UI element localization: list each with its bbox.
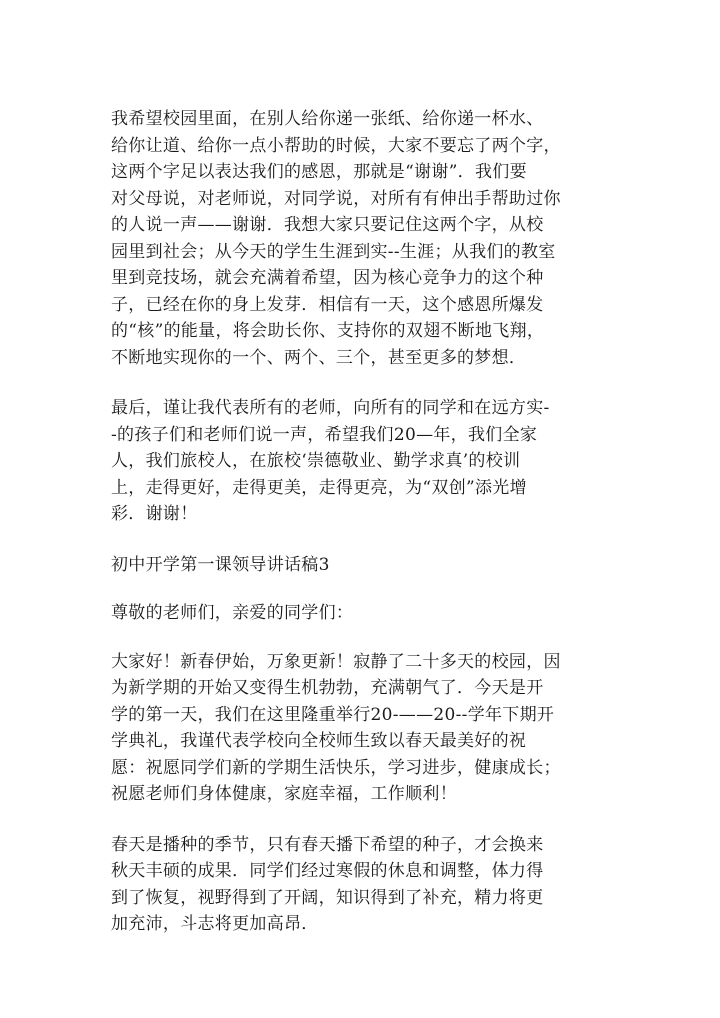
paragraph-gratitude: 我希望校园里面，在别人给你递一张纸、给你递一杯水、 给你让道、给你一点小帮助的时候，大家不要忘了两个字， 这两个字足以表达我们的感恩，那就是“谢谢”．我们要 对父母说，对老师说，对同学说，对所有有伸出手帮助过你 的人说一声——谢谢．我想大家只要记住这两个字，从校 园里到社会；从今天的学生生涯到实--生涯；从我们的教室 里到竞技场，就会充满着希望，因为核心竞争力的这个种 子，已经在你的身上发芽．相信有一天，这个感恩所爆发 的“核”的能量，将会助长你、支持你的双翅不断地飞翔， 不断地实现你的一个、两个、三个，甚至更多的梦想． — [111, 109, 561, 368]
paragraph-closing: 最后，谨让我代表所有的老师，向所有的同学和在远方实- -的孩子们和老师们说一声，希望我们20—年，我们全家 人，我们旅校人，在旅校‘崇德敬业、勤学求真’的校训 上，走得更好，走得更美，走得更亮，为“双创”添光增 彩．谢谢！ — [111, 398, 550, 524]
paragraph-gap — [111, 371, 621, 395]
document-body — [111, 106, 621, 938]
paragraph-greeting: 大家好！新春伊始，万象更新！寂静了二十多天的校园，因 为新学期的开始又变得生机勃勃，充满朝气了．今天是开 学的第一天，我们在这里隆重举行20-——20--学年下期开 学典礼，我谨代表学校向全校师生致以春天最美好的祝 愿：祝愿同学们新的学期生活快乐，学习进步，健康成长； 祝愿老师们身体健康，家庭幸福，工作顺利！ — [111, 651, 561, 804]
section-title: 初中开学第一课领导讲话稿3 — [111, 554, 330, 575]
salutation: 尊敬的老师们，亲爱的同学们： — [111, 603, 354, 623]
paragraph-gap — [111, 528, 621, 552]
paragraph-gap — [111, 808, 621, 832]
paragraph-spring: 春天是播种的季节，只有春天播下希望的种子，才会换来 秋天丰硕的成果．同学们经过寒假的休息和调整，体力得 到了恢复，视野得到了开阔，知识得到了补充，精力将更 加充沛，斗志将更加高昂． — [111, 834, 544, 934]
paragraph-gap — [111, 578, 621, 600]
paragraph-gap — [111, 627, 621, 649]
